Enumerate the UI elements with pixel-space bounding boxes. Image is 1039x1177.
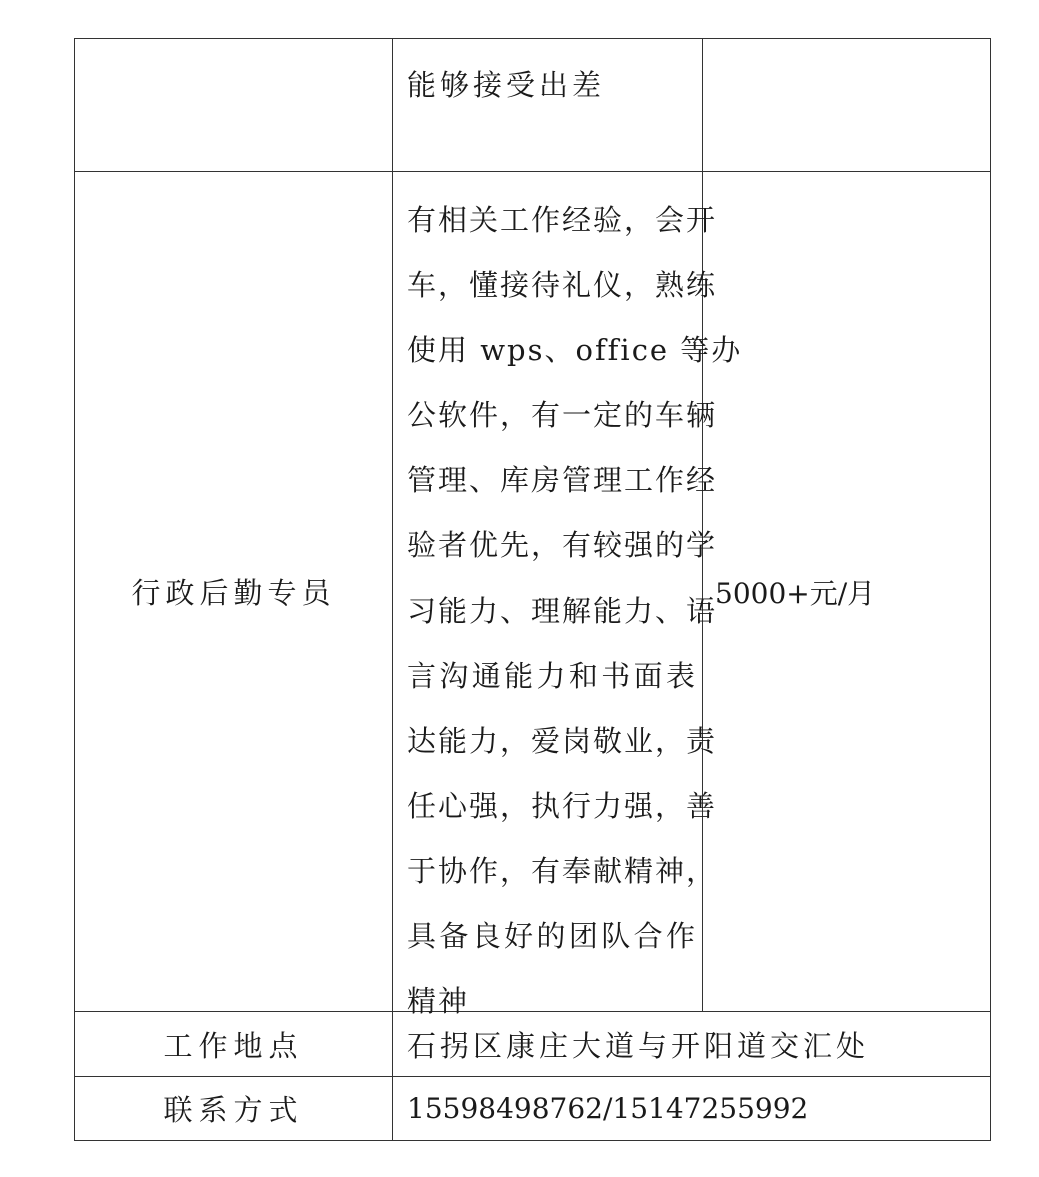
location-label-cell bbox=[75, 1012, 393, 1076]
position-cell bbox=[75, 172, 393, 1011]
job-table bbox=[74, 38, 991, 1141]
table-row bbox=[75, 39, 990, 172]
contact-value-cell bbox=[393, 1077, 990, 1140]
requirements-line: 使用 wps、office 等办 bbox=[407, 333, 743, 368]
requirements-line: 于协作，有奉献精神， bbox=[407, 853, 718, 888]
requirements-line: 任心强，执行力强，善 bbox=[407, 788, 718, 823]
requirements-cell bbox=[393, 39, 703, 171]
location-value-cell bbox=[393, 1012, 990, 1076]
salary-cell bbox=[703, 172, 990, 1011]
salary-text: 5000+元/月 bbox=[715, 576, 876, 610]
requirements-line: 达能力，爱岗敬业，责 bbox=[407, 723, 718, 758]
requirements-text: 能够接受出差 bbox=[407, 68, 606, 102]
requirements-line: 车，懂接待礼仪，熟练 bbox=[407, 268, 718, 303]
requirements-cell bbox=[393, 172, 743, 1019]
table-row bbox=[75, 1077, 990, 1140]
requirements-line: 公软件，有一定的车辆 bbox=[407, 398, 718, 433]
table-row bbox=[75, 1012, 990, 1077]
location-value: 石拐区康庄大道与开阳道交汇处 bbox=[407, 1028, 870, 1063]
position-name: 行政后勤专员 bbox=[131, 576, 336, 610]
requirements-text bbox=[407, 188, 743, 1034]
table-cell-empty bbox=[703, 39, 990, 171]
contact-label-cell bbox=[75, 1077, 393, 1140]
contact-phone: 15598498762/15147255992 bbox=[407, 1092, 809, 1125]
location-label: 工作地点 bbox=[163, 1028, 304, 1063]
requirements-line: 管理、库房管理工作经 bbox=[407, 463, 718, 498]
table-cell-empty bbox=[75, 39, 393, 171]
table-row bbox=[75, 172, 990, 1019]
requirements-line: 习能力、理解能力、语 bbox=[407, 593, 718, 628]
requirements-line: 具备良好的团队合作 bbox=[407, 919, 697, 954]
requirements-line: 精神 bbox=[407, 984, 470, 1019]
contact-label: 联系方式 bbox=[163, 1093, 304, 1127]
requirements-line: 有相关工作经验，会开 bbox=[407, 203, 718, 237]
requirements-line: 验者优先，有较强的学 bbox=[407, 528, 718, 563]
requirements-line: 言沟通能力和书面表 bbox=[407, 658, 697, 693]
